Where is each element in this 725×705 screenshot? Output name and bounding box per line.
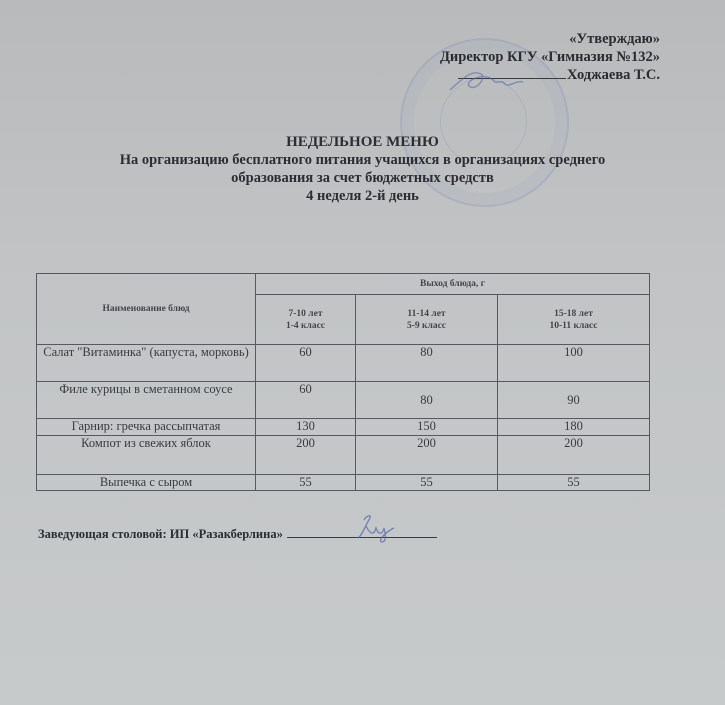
portion-value: 55 xyxy=(498,475,650,491)
portion-value: 200 xyxy=(498,436,650,475)
director-signature-line xyxy=(458,66,566,79)
document-subtitle-line1: На организацию бесплатного питания учащихся в организациях среднего xyxy=(119,152,606,168)
portion-value: 55 xyxy=(356,475,498,491)
director-name: Ходжаева Т.С. xyxy=(566,67,660,83)
canteen-manager-label: Заведующая столовой: ИП «Разакберлина» xyxy=(38,527,283,541)
dish-name: Филе курицы в сметанном соусе xyxy=(37,382,256,419)
canteen-manager-signature-block xyxy=(38,527,437,542)
dish-name-header: Наименование блюд xyxy=(37,274,256,345)
dish-name: Салат "Витаминка" (капуста, морковь) xyxy=(37,345,256,382)
age-group-header: 15-18 лет 10-11 класс xyxy=(498,295,650,345)
document-subtitle-line2: образования за счет бюджетных средств xyxy=(231,170,494,186)
age-group-header: 11-14 лет 5-9 класс xyxy=(356,295,498,345)
dish-name: Компот из свежих яблок xyxy=(37,436,256,475)
portion-value: 60 xyxy=(256,382,356,419)
portion-value: 200 xyxy=(356,436,498,475)
table-row xyxy=(37,382,650,419)
portion-value: 80 xyxy=(356,345,498,382)
director-signature-row xyxy=(440,66,660,84)
approval-block xyxy=(440,30,660,84)
portion-value: 80 xyxy=(356,382,498,419)
portion-value: 130 xyxy=(256,419,356,436)
header-row xyxy=(37,274,650,295)
table-row xyxy=(37,345,650,382)
portion-value: 90 xyxy=(498,382,650,419)
director-position: Директор КГУ «Гимназия №132» xyxy=(439,49,660,65)
age-group-header: 7-10 лет 1-4 класс xyxy=(256,295,356,345)
dish-name: Гарнир: гречка рассыпчатая xyxy=(37,419,256,436)
document-heading: НЕДЕЛЬНОЕ МЕНЮ xyxy=(286,134,439,150)
portion-value: 200 xyxy=(256,436,356,475)
dish-name: Выпечка с сыром xyxy=(37,475,256,491)
portion-value: 60 xyxy=(256,345,356,382)
approval-title: «Утверждаю» xyxy=(569,31,660,47)
portion-value: 55 xyxy=(256,475,356,491)
output-header: Выход блюда, г xyxy=(256,274,650,295)
table-row xyxy=(37,436,650,475)
portion-value: 180 xyxy=(498,419,650,436)
menu-table xyxy=(36,273,650,491)
canteen-manager-signature-line xyxy=(287,527,437,538)
portion-value: 100 xyxy=(498,345,650,382)
document-title-block xyxy=(0,133,725,205)
portion-value: 150 xyxy=(356,419,498,436)
table-row xyxy=(37,475,650,491)
week-day-label: 4 неделя 2-й день xyxy=(306,188,419,204)
table-row xyxy=(37,419,650,436)
